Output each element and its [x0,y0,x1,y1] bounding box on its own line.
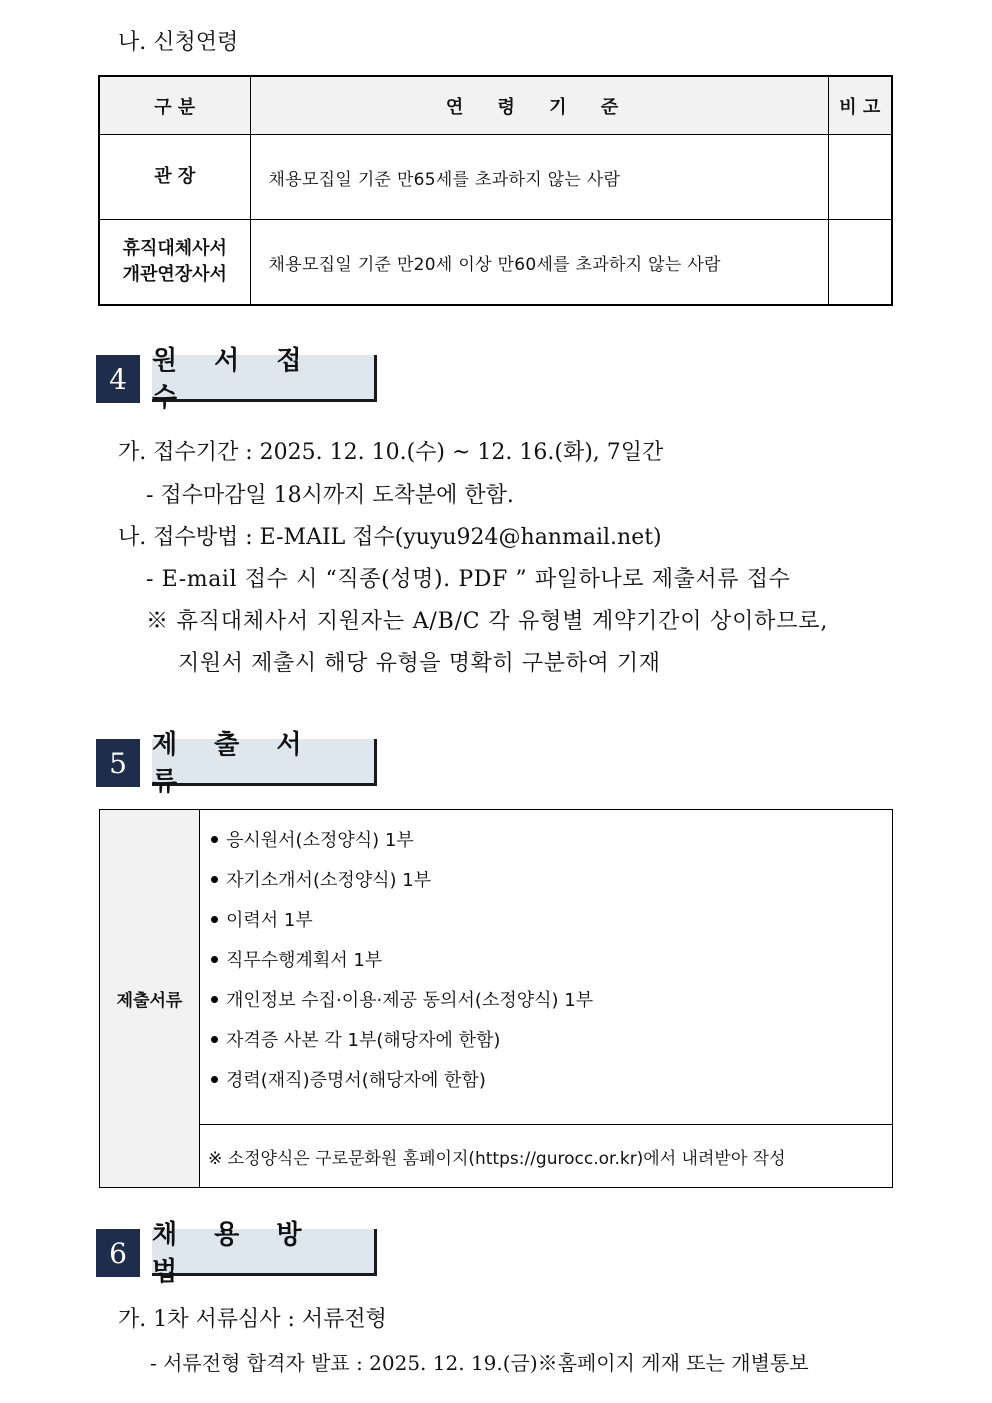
bullet-icon [211,916,218,923]
list-item: 자기소개서(소정양식) 1부 [209,865,891,905]
list-item: 응시원서(소정양식) 1부 [209,825,891,865]
list-item: 개인정보 수집·이용·제공 동의서(소정양식) 1부 [209,985,891,1025]
category-label: 개관연장사서 [122,264,227,285]
bullet-icon [211,876,218,883]
bullet-icon [211,1036,218,1043]
documents-note: ※ 소정양식은 구로문화원 홈페이지(https://gurocc.or.kr)에서 내려받아 작성 [200,1125,893,1188]
list-item: 이력서 1부 [209,905,891,945]
category-cell [99,220,250,306]
bullet-icon [211,996,218,1003]
list-item: 경력(재직)증명서(해당자에 한함) [209,1065,891,1105]
section-title: 제 출 서 류 [152,739,377,786]
documents-table [99,809,893,1188]
section-number: 5 [96,739,140,787]
documents-label: 제출서류 [100,810,200,1188]
header-category: 구 분 [99,76,250,135]
application-period-note: - 접수마감일 18시까지 도착분에 한함. [146,483,514,508]
criteria-cell: 채용모집일 기준 만20세 이상 만60세를 초과하지 않는 사람 [250,220,828,306]
section-number: 6 [96,1229,140,1277]
table-row [99,135,892,220]
bullet-icon [211,956,218,963]
category-label: 휴직대체사서 [122,237,227,259]
documents-list-cell [200,810,893,1125]
age-section-heading: 나. 신청연령 [118,30,239,55]
criteria-cell: 채용모집일 기준 만65세를 초과하지 않는 사람 [250,135,828,220]
section-title: 원 서 접 수 [152,355,377,402]
caution-note-line1: ※ 휴직대체사서 지원자는 A/B/C 각 유형별 계약기간이 상이하므로, [146,609,829,634]
header-criteria: 연 령 기 준 [250,76,828,135]
table-row [99,220,892,306]
list-item: 자격증 사본 각 1부(해당자에 한함) [209,1025,891,1065]
bullet-icon [211,1076,218,1083]
application-method: 나. 접수방법 : E-MAIL 접수(yuyu924@hanmail.net) [118,525,662,550]
note-cell [828,135,892,220]
caution-note-line2: 지원서 제출시 해당 유형을 명확히 구분하여 기재 [178,651,661,676]
header-note: 비 고 [828,76,892,135]
section-title: 채 용 방 법 [152,1229,377,1276]
application-method-note: - E-mail 접수 시 “직종(성명). PDF ” 파일하나로 제출서류 접수 [146,567,791,592]
note-cell [828,220,892,306]
age-criteria-table [98,75,893,306]
list-item: 직무수행계획서 1부 [209,945,891,985]
bullet-icon [211,836,218,843]
hiring-step1-note: - 서류전형 합격자 발표 : 2025. 12. 19.(금)※홈페이지 게재 또는 개별통보 [150,1351,809,1375]
table-header-row [99,76,892,135]
category-label: 관 장 [154,165,196,187]
documents-list [201,811,891,1123]
category-cell [99,135,250,220]
hiring-step1: 가. 1차 서류심사 : 서류전형 [118,1307,387,1332]
section-number: 4 [96,355,140,403]
application-period: 가. 접수기간 : 2025. 12. 10.(수) ~ 12. 16.(화), 7일간 [118,440,664,465]
